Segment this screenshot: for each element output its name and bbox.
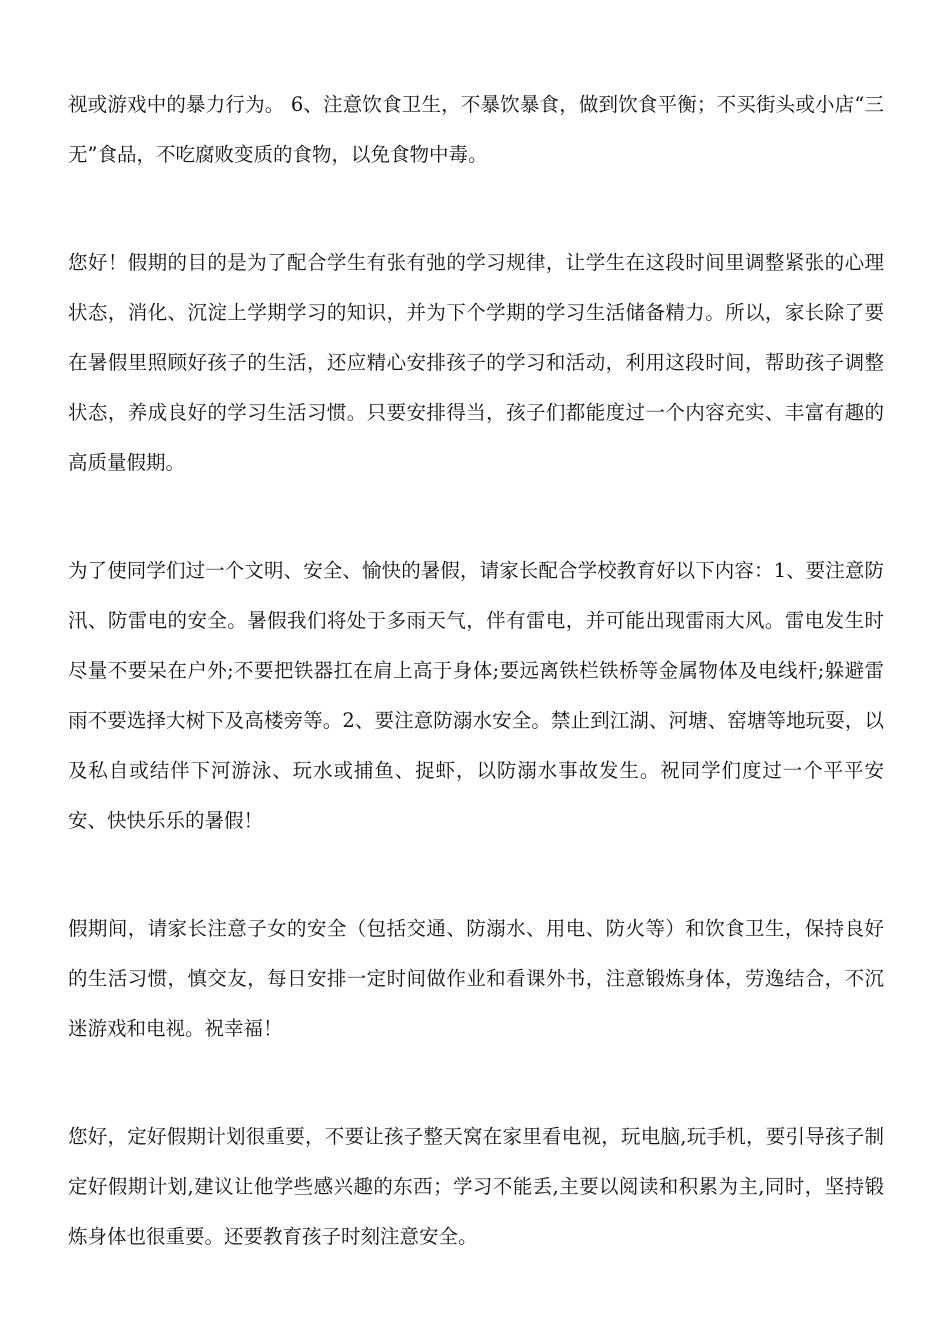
paragraph-summer-safety: 为了使同学们过一个文明、安全、愉快的暑假，请家长配合学校教育好以下内容：1、要注意防汛、防雷电的安全。暑假我们将处于多雨天气，伴有雷电，并可能出现雷雨大风。雷电发生时尽量不要呆在户外;不要把铁器扛在肩上高于身体;要远离铁栏铁桥等金属物体及电线杆;躲避雷雨不要选择大树下及高楼旁等。2、要注意防溺水安全。禁止到江湖、河塘、窑塘等地玩耍，以及私自或结伴下河游泳、玩水或捕鱼、捉虾，以防溺水事故发生。祝同学们度过一个平平安安、快快乐乐的暑假！ — [68, 559, 884, 832]
paragraph-safety-tips-continued: 视或游戏中的暴力行为。 6、注意饮食卫生，不暴饮暴食，做到饮食平衡；不买街头或小店“三无”食品，不吃腐败变质的食物，以免食物中毒。 — [68, 93, 884, 166]
paragraph-parent-reminder: 假期间，请家长注意子女的安全（包括交通、防溺水、用电、防火等）和饮食卫生，保持良好的生活习惯，慎交友，每日安排一定时间做作业和看课外书，注意锻炼身体，劳逸结合，不沉迷游戏和电视。祝幸福！ — [68, 917, 884, 1040]
paragraph-holiday-purpose: 您好！假期的目的是为了配合学生有张有弛的学习规律，让学生在这段时间里调整紧张的心理状态，消化、沉淀上学期学习的知识，并为下个学期的学习生活储备精力。所以，家长除了要在暑假里照顾好孩子的生活，还应精心安排孩子的学习和活动，利用这段时间，帮助孩子调整状态，养成良好的学习生活习惯。只要安排得当，孩子们都能度过一个内容充实、丰富有趣的高质量假期。 — [68, 251, 884, 474]
document-body — [68, 80, 884, 1320]
paragraph-holiday-plan: 您好，定好假期计划很重要，不要让孩子整天窝在家里看电视，玩电脑,玩手机，要引导孩子制定好假期计划,建议让他学些感兴趣的东西；学习不能丢,主要以阅读和积累为主,同时，坚持锻炼身体也很重要。还要教育孩子时刻注意安全。 — [68, 1125, 884, 1248]
